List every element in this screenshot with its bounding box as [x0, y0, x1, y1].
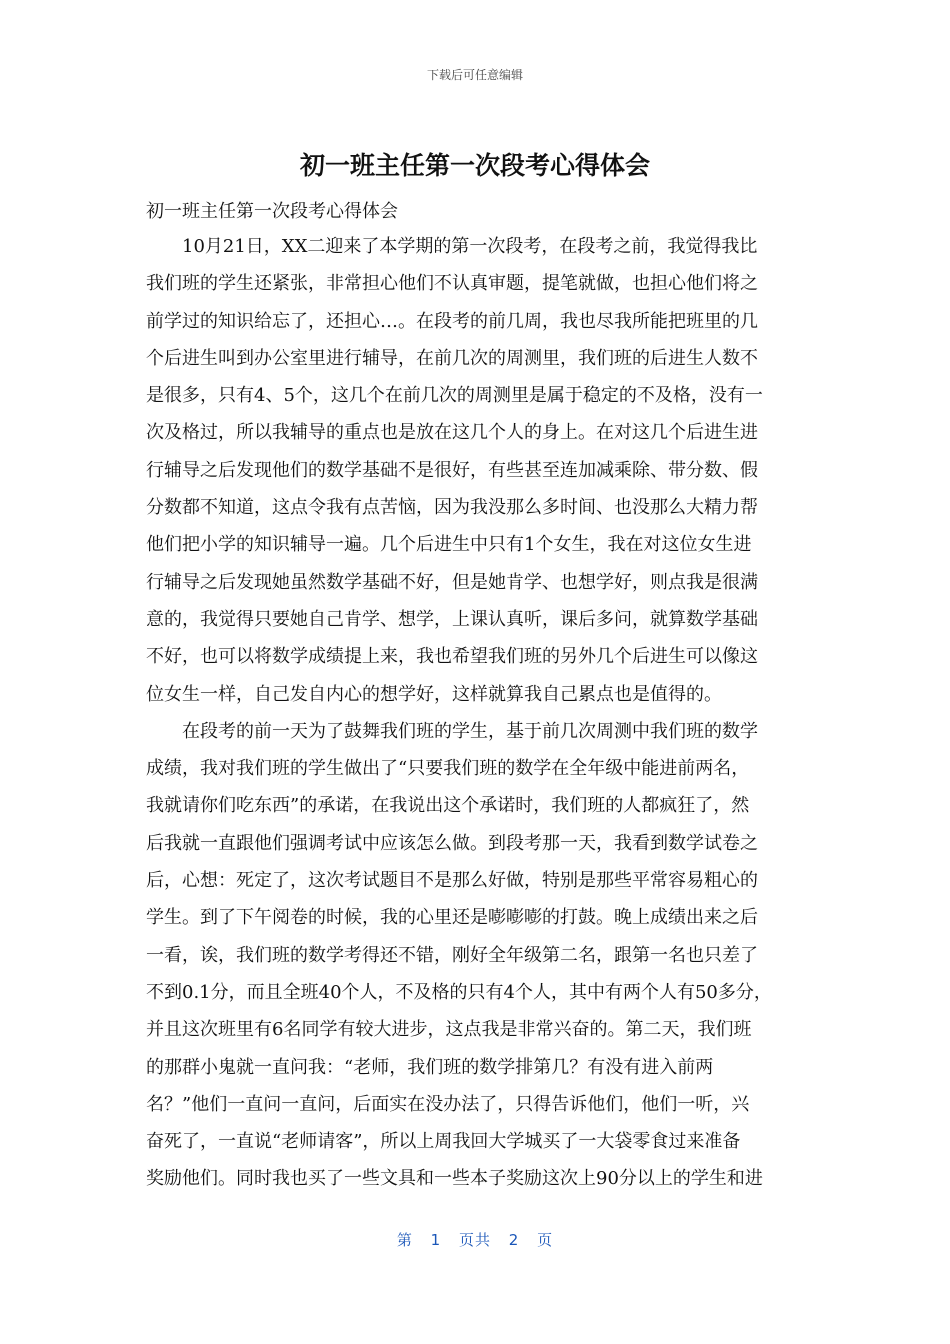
body-line: 奖励他们。同时我也买了一些文具和一些本子奖励这次上90分以上的学生和进 [146, 1168, 763, 1190]
page-header-note: 下载后可任意编辑 [426, 68, 523, 82]
body-line: 分数都不知道，这点令我有点苦恼，因为我没那么多时间、也没那么大精力帮 [146, 497, 758, 519]
body-line: 后，心想：死定了，这次考试题目不是那么好做，特别是那些平常容易粗心的 [146, 870, 758, 892]
document-title: 初一班主任第一次段考心得体会 [299, 151, 650, 180]
body-line: 行辅导之后发现他们的数学基础不是很好，有些甚至连加减乘除、带分数、假 [146, 459, 758, 481]
footer-page-total: 2 [508, 1231, 520, 1249]
document-subtitle: 初一班主任第一次段考心得体会 [146, 201, 398, 222]
body-line: 并且这次班里有6名同学有较大进步，这点我是非常兴奋的。第二天，我们班 [146, 1019, 752, 1041]
body-line: 奋死了，一直说“老师请客”，所以上周我回大学城买了一大袋零食过来准备 [146, 1131, 741, 1153]
body-line: 我们班的学生还紧张，非常担心他们不认真审题，提笔就做，也担心他们将之 [146, 273, 758, 295]
body-line: 在段考的前一天为了鼓舞我们班的学生，基于前几次周测中我们班的数学 [146, 720, 758, 742]
body-line: 成绩，我对我们班的学生做出了“只要我们班的数学在全年级中能进前两名， [146, 758, 750, 780]
footer-word-ye-gong: 页共 [458, 1231, 491, 1249]
body-line: 名？”他们一直问一直问，后面实在没办法了，只得告诉他们，他们一听，兴 [146, 1093, 750, 1115]
body-line: 10月21日，XX二迎来了本学期的第一次段考，在段考之前，我觉得我比 [146, 236, 758, 257]
body-line: 前学过的知识给忘了，还担心…。在段考的前几周，我也尽我所能把班里的几 [146, 310, 758, 332]
body-line: 学生。到了下午阅卷的时候，我的心里还是嘭嘭嘭的打鼓。晚上成绩出来之后 [146, 907, 758, 929]
footer-word-ye: 页 [537, 1231, 554, 1249]
body-line: 是很多，只有4、5个，这几个在前几次的周测里是属于稳定的不及格，没有一 [146, 385, 763, 407]
body-line: 的那群小鬼就一直问我：“老师，我们班的数学排第几？有没有进入前两 [146, 1056, 714, 1078]
body-line: 他们把小学的知识辅导一遍。几个后进生中只有1个女生，我在对这位女生进 [146, 534, 752, 556]
body-line: 一看，诶，我们班的数学考得还不错，刚好全年级第二名，跟第一名也只差了 [146, 944, 758, 966]
body-line: 意的，我觉得只要她自己肯学、想学，上课认真听，课后多问，就算数学基础 [146, 608, 758, 630]
body-line: 个后进生叫到办公室里进行辅导，在前几次的周测里，我们班的后进生人数不 [146, 347, 758, 369]
body-line: 不好，也可以将数学成绩提上来，我也希望我们班的另外几个后进生可以像这 [146, 646, 758, 668]
body-line: 行辅导之后发现她虽然数学基础不好，但是她肯学、也想学好，则点我是很满 [146, 571, 758, 593]
page-footer [0, 1229, 950, 1250]
document-body [146, 228, 826, 1198]
footer-word-di: 第 [396, 1231, 413, 1249]
body-line: 不到0.1分，而且全班40个人，不及格的只有4个人，其中有两个人有50多分， [146, 981, 772, 1003]
footer-page-current: 1 [430, 1231, 442, 1249]
body-line: 我就请你们吃东西”的承诺，在我说出这个承诺时，我们班的人都疯狂了，然 [146, 795, 750, 817]
body-line: 位女生一样，自己发自内心的想学好，这样就算我自己累点也是值得的。 [146, 683, 722, 705]
body-line: 后我就一直跟他们强调考试中应该怎么做。到段考那一天，我看到数学试卷之 [146, 832, 758, 854]
body-line: 次及格过，所以我辅导的重点也是放在这几个人的身上。在对这几个后进生进 [146, 422, 758, 444]
